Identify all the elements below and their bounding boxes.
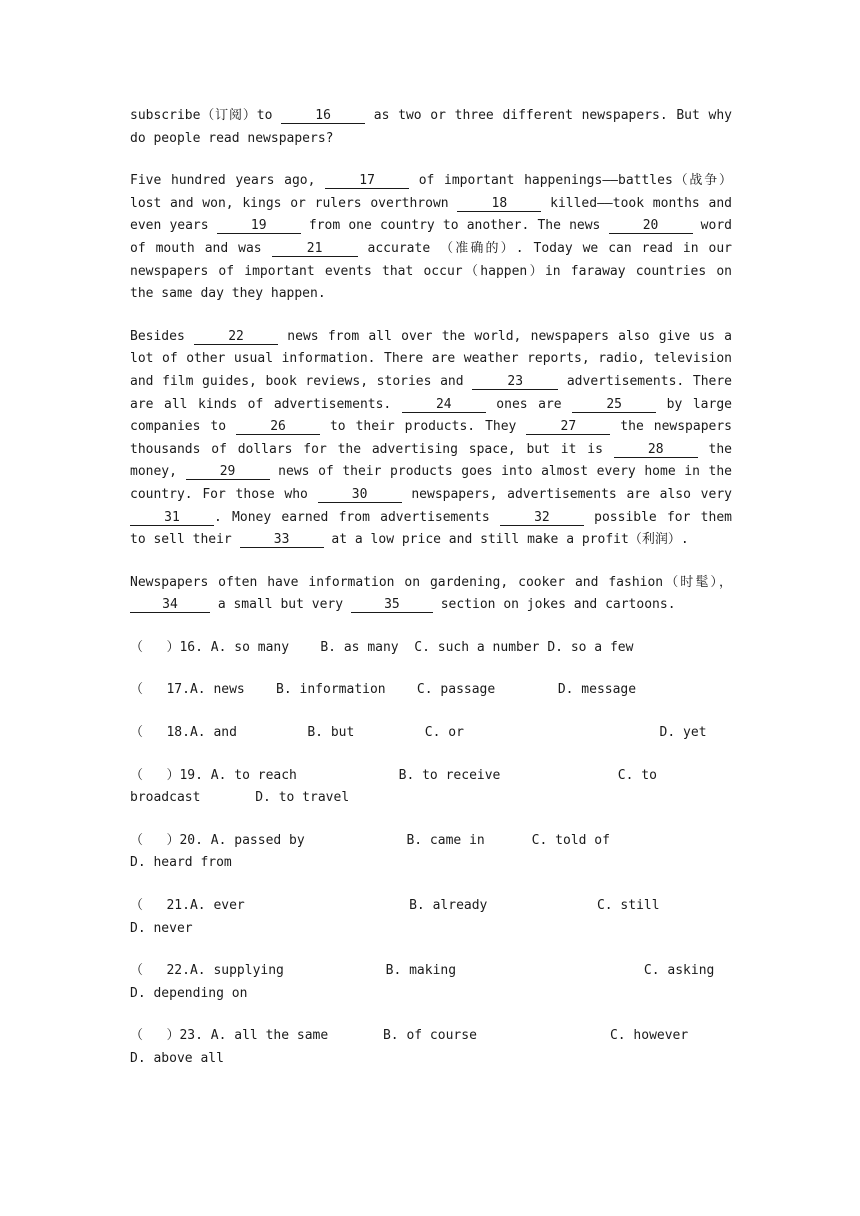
blank-26[interactable]: 26 bbox=[236, 419, 320, 435]
blank-25[interactable]: 25 bbox=[572, 397, 656, 413]
text: at a low price and still make a profit（利润）. bbox=[323, 532, 689, 548]
question-17: （ 17.A. news B. information C. passage D. message bbox=[130, 682, 637, 698]
blank-20[interactable]: 20 bbox=[609, 218, 693, 234]
blank-35[interactable]: 35 bbox=[351, 597, 433, 613]
blank-22[interactable]: 22 bbox=[194, 329, 278, 345]
paragraph-3 bbox=[130, 326, 732, 552]
blank-17[interactable]: 17 bbox=[325, 173, 409, 189]
text: by large companies to bbox=[130, 396, 732, 435]
question-23: （ ）23. A. all the same B. of course C. however D. above all bbox=[130, 1028, 775, 1066]
text: killed——took months and even years bbox=[130, 195, 732, 234]
blank-33[interactable]: 33 bbox=[240, 532, 324, 548]
paragraph-2 bbox=[130, 170, 732, 306]
text: possible for them to sell their bbox=[130, 509, 732, 548]
text: accurate （准确的）. Today we can read in our newspapers of important events that occur（happen）in faraway countries on the same day they happen. bbox=[130, 240, 732, 302]
text: newspapers, advertisements are also very bbox=[401, 486, 732, 502]
blank-16[interactable]: 16 bbox=[281, 108, 365, 124]
text: Newspapers often have information on gardening, cooker and fashion（时髦）， bbox=[130, 574, 732, 590]
question-16: （ ）16. A. so many B. as many C. such a number D. so a few bbox=[130, 639, 634, 655]
text: word of mouth and was bbox=[130, 218, 732, 256]
question-18: （ 18.A. and B. but C. or D. yet bbox=[130, 725, 707, 741]
text: ones are bbox=[485, 396, 573, 412]
question-21: （ 21.A. ever B. already C. still D. never bbox=[130, 898, 777, 936]
text: the money, bbox=[130, 441, 733, 480]
blank-29[interactable]: 29 bbox=[186, 464, 270, 480]
text: advertisements. There are all kinds of advertisements. bbox=[130, 373, 733, 412]
blank-28[interactable]: 28 bbox=[614, 442, 698, 458]
text: of important happenings——battles（战争）lost and won, kings or rulers overthrown bbox=[130, 173, 733, 211]
text: . Money earned from advertisements bbox=[214, 509, 500, 525]
question-19: （ ）19. A. to reach B. to receive C. to broadcast D. to travel bbox=[130, 767, 665, 806]
blank-24[interactable]: 24 bbox=[402, 397, 486, 413]
text: Five hundred years ago, bbox=[130, 173, 326, 189]
text: as two or three different newspapers. But why do people read newspapers? bbox=[130, 108, 733, 146]
text: to their products. They bbox=[320, 419, 527, 435]
paragraph-1 bbox=[130, 105, 732, 150]
paragraph-4 bbox=[130, 572, 732, 617]
text: subscribe（订阅）to bbox=[130, 108, 282, 123]
blank-31[interactable]: 31 bbox=[130, 510, 214, 526]
blank-19[interactable]: 19 bbox=[217, 218, 301, 234]
document-page bbox=[130, 105, 832, 1091]
blank-27[interactable]: 27 bbox=[526, 419, 610, 435]
text: Besides bbox=[130, 328, 195, 344]
question-20: （ ）20. A. passed by B. came in C. told of D. heard from bbox=[130, 832, 736, 871]
text: news of their products goes into almost every home in the country. For those who bbox=[130, 464, 732, 502]
blank-34[interactable]: 34 bbox=[130, 597, 210, 613]
text: the newspapers thousands of dollars for the advertising space, but it is bbox=[130, 419, 733, 457]
question-22: （ 22.A. supplying B. making C. asking D. depending on bbox=[130, 963, 832, 1001]
blank-30[interactable]: 30 bbox=[318, 487, 402, 503]
text: from one country to another. The news bbox=[300, 218, 609, 234]
blank-21[interactable]: 21 bbox=[272, 241, 358, 257]
text: section on jokes and cartoons. bbox=[432, 597, 676, 613]
blank-23[interactable]: 23 bbox=[472, 374, 558, 390]
text: a small but very bbox=[210, 597, 351, 613]
blank-18[interactable]: 18 bbox=[457, 196, 541, 212]
blank-32[interactable]: 32 bbox=[500, 510, 584, 526]
text: news from all over the world, newspapers also give us a lot of other usual information. There are weather reports, radio, television and film guides, book reviews, stories and bbox=[130, 328, 732, 389]
